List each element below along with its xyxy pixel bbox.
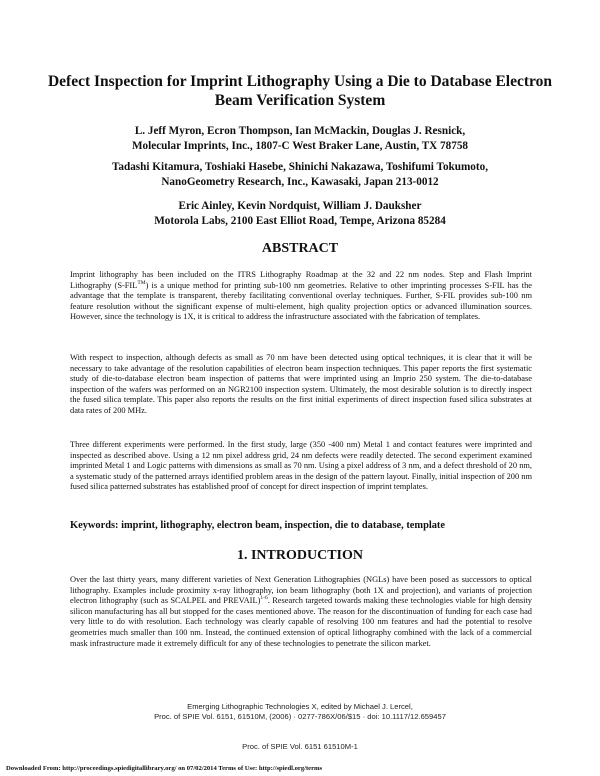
trademark-sup: TM xyxy=(137,279,146,286)
footer-line: Proc. of SPIE Vol. 6151, 61510M, (2006) · 0277-786X/06/$15 · doi: 10.1117/12.659457 xyxy=(154,712,446,721)
intro-text: Over the last thirty years, many different varieties of Next Generation Lithographies (NGLs) have been posed as successors to optical lithography. Examples include proximity x-ray lithography, ion beam lithography (both 1X and projection), and variants of projection electron lithography (such as SCALPEL and PREVAIL) xyxy=(70,575,532,606)
intro-text: . Research targeted towards making these technologies viable for high density silicon manufacturing has all but stopped for the cases mentioned above. The reason for the discontinuation of funding for each case had very little to do with resolution. Each technology was clearly capable of resolving 100 nm features and had the potential to resolve geometries much smaller than 100 nm. Instead, the continued extension of optical lithography combined with the lack of a commercial mask infrastructure made it extremely difficult for any of these technologies to penetrate the silicon market. xyxy=(70,596,532,648)
author-names: L. Jeff Myron, Ecron Thompson, Ian McMackin, Douglas J. Resnick, xyxy=(134,125,466,137)
author-names: Eric Ainley, Kevin Nordquist, William J. Dauksher xyxy=(178,200,422,212)
abstract-paragraph-3: Three different experiments were performed. In the first study, large (350 -400 nm) Metal 1 and contact features were imprinted and inspected as described above. Using a 12 nm pixel address grid, 24 nm defects were readily detected. The second experiment examined imprinted Metal 1 and Logic patterns with dimensions as small as 70 nm. Using a pixel address of 3 nm, and a defect threshold of 20 nm, a systematic study of the patterned arrays identified problem areas in the design of the pattern layout. Finally, initial inspection of 200 nm fused silica patterned substrates has established proof of concept for direct inspection of imprint templates. xyxy=(70,440,532,492)
author-group-3 xyxy=(40,199,560,229)
citation-sup: 1-6 xyxy=(260,595,268,602)
abstract-text: ) is a unique method for printing sub-100 nm geometries. Relative to other imprinting processes S-FIL has the advantage that the template is transparent, thereby facilitating conventional overlay techniques. Further, S-FIL provides sub-100 nm feature resolution without the significant expense of multi-element, high quality projection optics or advanced illumination sources. However, since the technology is 1X, it is critical to address the infrastructure associated with the fabrication of templates. xyxy=(70,280,532,322)
author-affiliation: Motorola Labs, 2100 East Elliot Road, Tempe, Arizona 85284 xyxy=(154,215,446,227)
author-group-1 xyxy=(40,124,560,154)
keywords: Keywords: imprint, lithography, electron beam, inspection, die to database, template xyxy=(70,520,446,531)
abstract-paragraph-1 xyxy=(70,270,532,323)
download-note: Downloaded From: http://proceedings.spiedigitallibrary.org/ on 07/02/2014 Terms of Use: http://spiedl.org/terms xyxy=(6,765,323,772)
footer-line: Emerging Lithographic Technologies X, edited by Michael J. Lercel, xyxy=(187,702,413,711)
abstract-heading: ABSTRACT xyxy=(261,241,339,256)
abstract-paragraph-2: With respect to inspection, although defects as small as 70 nm have been detected using optical techniques, it is clear that it will be necessary to take advantage of the resolution capabilities of electron beam inspection techniques. This paper reports the first systematic study of die-to-database electron beam inspection of patterns that were imprinted using an Imprio 250 system. The die-to-database inspection of the wafers was performed on an NGR2100 inspection system. Ultimately, the most desirable solution is to directly inspect the fused silica template. This paper also reports the results on the first initial experiments of direct inspection fused silica substrates at data rates of 200 MHz. xyxy=(70,353,532,415)
introduction-paragraph xyxy=(70,575,532,649)
author-affiliation: Molecular Imprints, Inc., 1807-C West Braker Lane, Austin, TX 78758 xyxy=(131,140,469,152)
page-label: Proc. of SPIE Vol. 6151 61510M-1 xyxy=(242,742,358,751)
publication-footer xyxy=(40,702,560,722)
abstract-text: Imprint lithography has been included on the ITRS Lithography Roadmap at the 32 and 22 nm nodes. Step and Flash Imprint Lithography (S-FIL xyxy=(70,270,532,290)
author-names: Tadashi Kitamura, Toshiaki Hasebe, Shinichi Nakazawa, Toshifumi Tokumoto, xyxy=(111,161,489,173)
paper-title: Defect Inspection for Imprint Lithography Using a Die to Database Electron Beam Verification System xyxy=(47,73,552,109)
author-group-2 xyxy=(40,160,560,190)
section-heading-introduction: 1. INTRODUCTION xyxy=(236,548,363,563)
author-affiliation: NanoGeometry Research, Inc., Kawasaki, Japan 213-0012 xyxy=(161,176,439,188)
